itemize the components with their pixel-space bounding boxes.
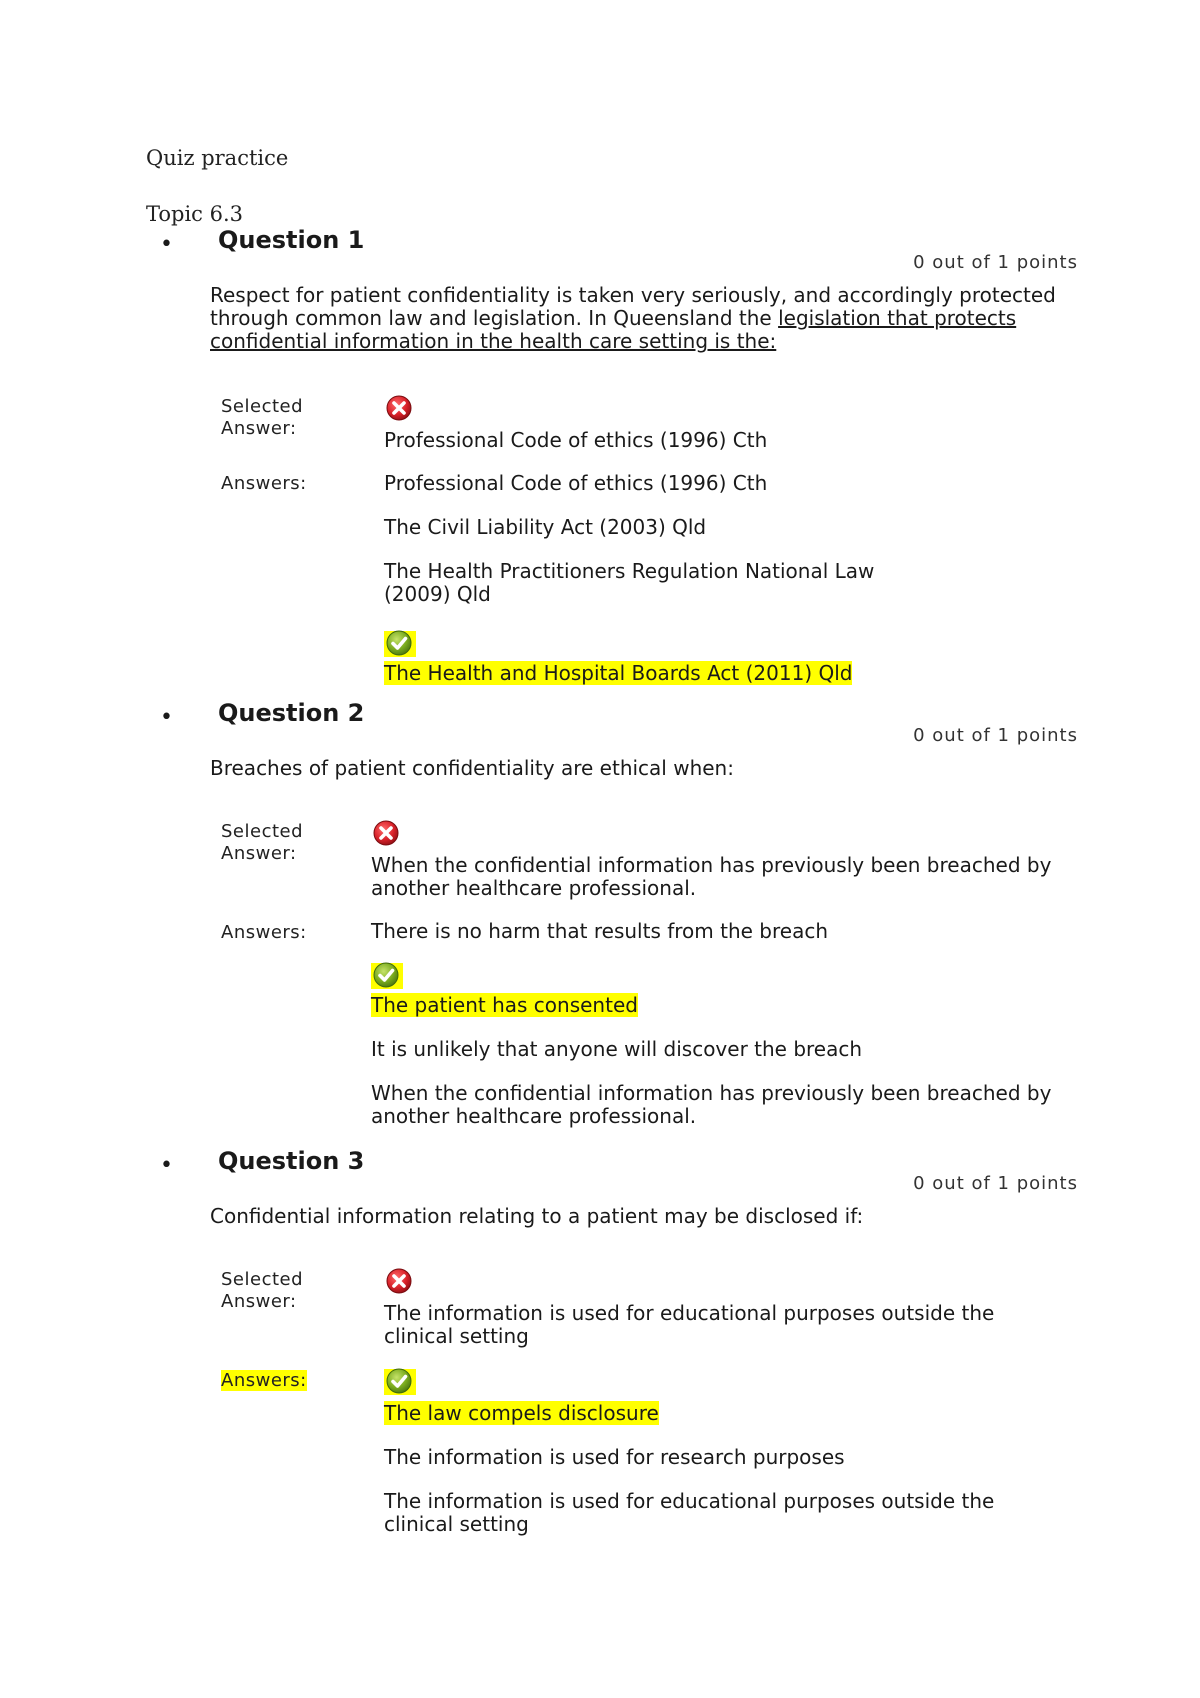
selected-answer-label: Selected Answer: bbox=[221, 1269, 304, 1312]
selected-answer-text: When the confidential information has previously been breached by another healthcare professional. bbox=[371, 853, 1052, 900]
question-points: 0 out of 1 points bbox=[913, 725, 1078, 746]
answer-option: Professional Code of ethics (1996) Cth bbox=[384, 471, 768, 495]
answer-option: The information is used for research purposes bbox=[384, 1445, 845, 1469]
answers-label: Answers: bbox=[221, 473, 307, 494]
wrong-x-icon bbox=[372, 819, 400, 847]
question-points: 0 out of 1 points bbox=[913, 252, 1078, 273]
question-text-part: Respect for patient confidentiality is taken very seriously, and accordingly protected through common law and legislation. In Queensland the bbox=[210, 283, 1056, 330]
bullet: • bbox=[160, 232, 173, 257]
wrong-x-icon bbox=[385, 1267, 413, 1295]
question-title: Question 3 bbox=[218, 1147, 365, 1175]
answers-label: Answers: bbox=[221, 1370, 307, 1391]
question-text: Breaches of patient confidentiality are ethical when: bbox=[210, 756, 734, 780]
answers-label: Answers: bbox=[221, 922, 307, 943]
bullet: • bbox=[160, 705, 173, 730]
correct-check-icon bbox=[385, 629, 413, 657]
question-text-underlined: legislation that protects confidential information in the health care setting is the: bbox=[210, 306, 1017, 353]
question-text: Confidential information relating to a patient may be disclosed if: bbox=[210, 1204, 864, 1228]
correct-check-icon bbox=[372, 961, 400, 989]
answer-option: The information is used for educational purposes outside the clinical setting bbox=[384, 1489, 995, 1536]
answer-option: There is no harm that results from the breach bbox=[371, 919, 829, 943]
question-points: 0 out of 1 points bbox=[913, 1173, 1078, 1194]
answer-option: When the confidential information has previously been breached by another healthcare professional. bbox=[371, 1081, 1052, 1128]
answer-option: The Health Practitioners Regulation National Law (2009) Qld bbox=[384, 559, 875, 606]
correct-answer-option: The patient has consented bbox=[371, 993, 638, 1017]
selected-answer-label: Selected Answer: bbox=[221, 821, 304, 864]
topic-heading: Topic 6.3 bbox=[146, 202, 244, 226]
question-text bbox=[210, 284, 1090, 353]
document-title: Quiz practice bbox=[146, 146, 289, 170]
selected-answer-text: The information is used for educational purposes outside the clinical setting bbox=[384, 1301, 995, 1348]
question-title: Question 1 bbox=[218, 226, 365, 254]
bullet: • bbox=[160, 1153, 173, 1178]
question-title: Question 2 bbox=[218, 699, 365, 727]
selected-answer-label: Selected Answer: bbox=[221, 396, 304, 439]
answer-option: The Civil Liability Act (2003) Qld bbox=[384, 515, 707, 539]
answer-option: It is unlikely that anyone will discover the breach bbox=[371, 1037, 863, 1061]
selected-answer-text: Professional Code of ethics (1996) Cth bbox=[384, 428, 768, 452]
correct-answer-option: The Health and Hospital Boards Act (2011) Qld bbox=[384, 661, 853, 685]
correct-check-icon bbox=[385, 1367, 413, 1395]
correct-answer-option: The law compels disclosure bbox=[384, 1401, 659, 1425]
wrong-x-icon bbox=[385, 394, 413, 422]
